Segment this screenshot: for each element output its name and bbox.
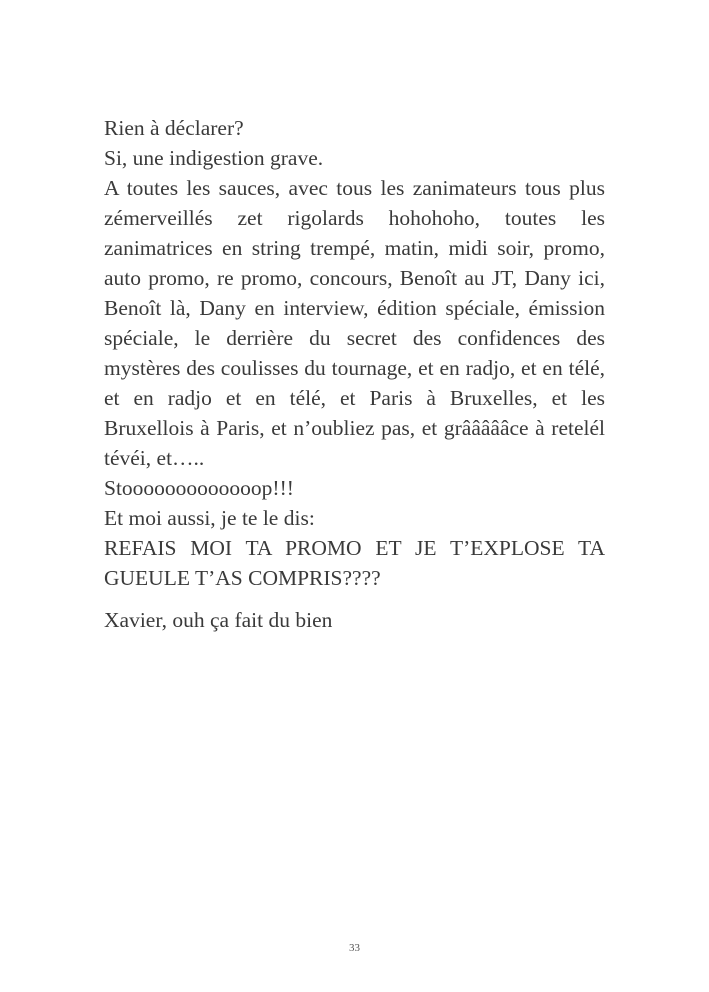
paragraph-spacer [104, 593, 605, 605]
paragraph-stop: Stooooooooooooop!!! [104, 476, 294, 500]
paragraph-shout: REFAIS MOI TA PROMO ET JE T’EXPLOSE TA GUEULE T’AS COMPRIS???? [104, 536, 605, 590]
paragraph-me-too: Et moi aussi, je te le dis: [104, 506, 315, 530]
signature: Xavier, ouh ça fait du bien [104, 608, 333, 632]
document-body [104, 113, 605, 635]
page-number: 33 [349, 942, 360, 954]
paragraph-opening-question: Rien à déclarer? [104, 116, 244, 140]
paragraph-answer: Si, une indigestion grave. [104, 146, 324, 170]
paragraph-main-rant: A toutes les sauces, avec tous les zanimateurs tous plus zémerveillés zet rigolards hohohoho, toutes les zanimatrices en string trempé, matin, midi soir, promo, auto promo, re promo, concours, Benoît au JT, Dany ici, Benoît là, Dany en interview, édition spéciale, émission spéciale, le derrière du secret des confidences des mystères des coulisses du tournage, et en radjo, et en télé, et en radjo et en télé, et Paris à Bruxelles, et les Bruxellois à Paris, et n’oubliez pas, et grâââââce à retelél tévéi, et….. [104, 176, 605, 470]
